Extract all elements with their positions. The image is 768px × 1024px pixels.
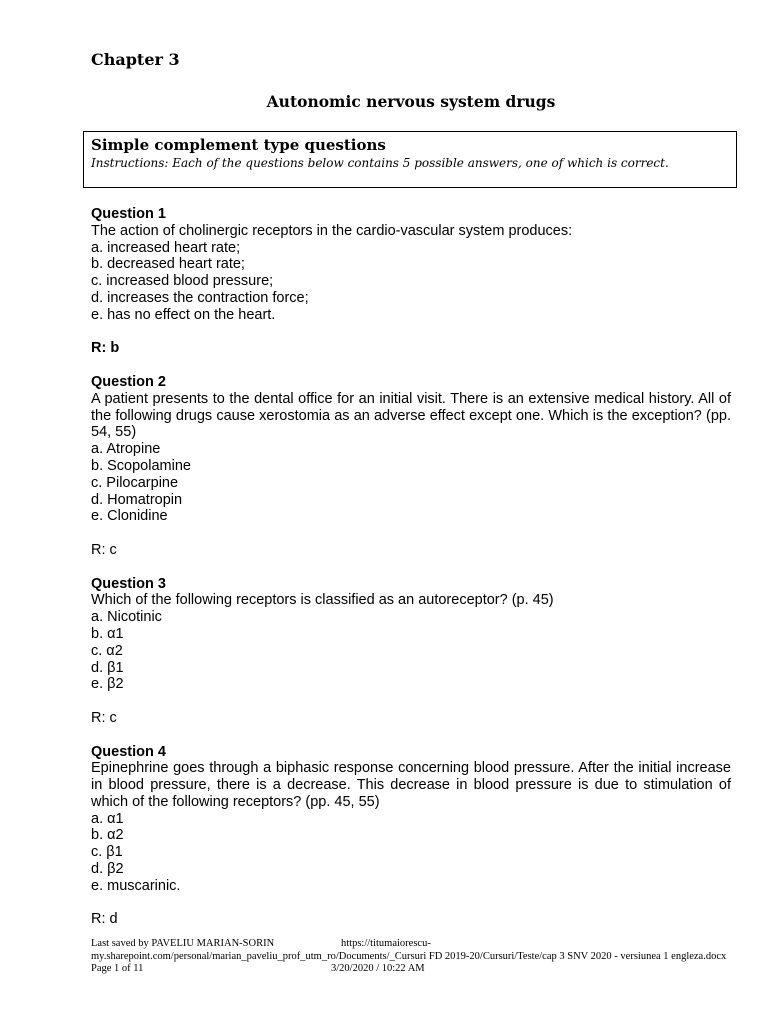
- page-footer: [91, 938, 737, 976]
- question-block: [91, 206, 731, 357]
- question-block: [91, 576, 731, 727]
- answer: R: c: [91, 709, 117, 726]
- option: e. Clonidine: [91, 508, 168, 525]
- option: a. Atropine: [91, 441, 161, 458]
- option: a. Nicotinic: [91, 609, 162, 626]
- option: b. decreased heart rate;: [91, 256, 245, 273]
- chapter-heading: Chapter 3: [91, 50, 180, 69]
- question-block: [91, 744, 731, 929]
- document-url-start: https://titumaiorescu-: [341, 938, 431, 949]
- question-text: The action of cholinergic receptors in the cardio-vascular system produces:: [91, 222, 573, 239]
- question-block: [91, 374, 731, 559]
- option: c. increased blood pressure;: [91, 273, 274, 290]
- option: b. Scopolamine: [91, 457, 191, 474]
- option: e. β2: [91, 676, 124, 693]
- option: a. α1: [91, 810, 124, 827]
- answer: R: b: [91, 340, 120, 357]
- option: d. β1: [91, 659, 124, 676]
- answer: R: d: [91, 911, 118, 928]
- question-text: A patient presents to the dental office for an initial visit. There is an extensive medical history. All of the following drugs cause xerostomia as an adverse effect except one. Which is the exception? (pp. 54, 55): [91, 390, 731, 441]
- question-type-box: [83, 131, 737, 188]
- saved-datetime: 3/20/2020 / 10:22 AM: [331, 963, 425, 974]
- question-text: Which of the following receptors is classified as an autoreceptor? (p. 45): [91, 592, 554, 609]
- option: d. β2: [91, 861, 124, 878]
- question-title: Question 3: [91, 575, 166, 592]
- option: e. muscarinic.: [91, 877, 181, 894]
- answer: R: c: [91, 541, 117, 558]
- page-title: Autonomic nervous system drugs: [266, 92, 556, 111]
- option: c. β1: [91, 844, 123, 861]
- instructions-text: Instructions: Each of the questions below contains 5 possible answers, one of which is correct.: [91, 156, 669, 170]
- question-type-heading: Simple complement type questions: [91, 136, 386, 154]
- page-number: Page 1 of 11: [91, 963, 144, 974]
- questions-list: [91, 206, 731, 928]
- question-text: Epinephrine goes through a biphasic response concerning blood pressure. After the initial increase in blood pressure, there is a decrease. This decrease in blood pressure is due to stimulation of which of the following receptors? (pp. 45, 55): [91, 760, 731, 810]
- last-saved-by: Last saved by PAVELIU MARIAN-SORIN: [91, 938, 275, 949]
- option: c. α2: [91, 642, 123, 659]
- option: b. α1: [91, 625, 124, 642]
- question-title: Question 2: [91, 373, 166, 390]
- document-url-path: my.sharepoint.com/personal/marian_paveliu_prof_utm_ro/Documents/_Cursuri FD 2019-20/Cursuri/Teste/cap 3 SNV 2020 - versiunea 1 engleza.docx: [91, 950, 727, 962]
- option: b. α2: [91, 827, 124, 844]
- option: d. Homatropin: [91, 491, 183, 508]
- option: e. has no effect on the heart.: [91, 306, 276, 323]
- option: c. Pilocarpine: [91, 474, 179, 491]
- option: a. increased heart rate;: [91, 239, 241, 256]
- question-title: Question 1: [91, 206, 166, 222]
- question-title: Question 4: [91, 743, 166, 760]
- option: d. increases the contraction force;: [91, 289, 309, 306]
